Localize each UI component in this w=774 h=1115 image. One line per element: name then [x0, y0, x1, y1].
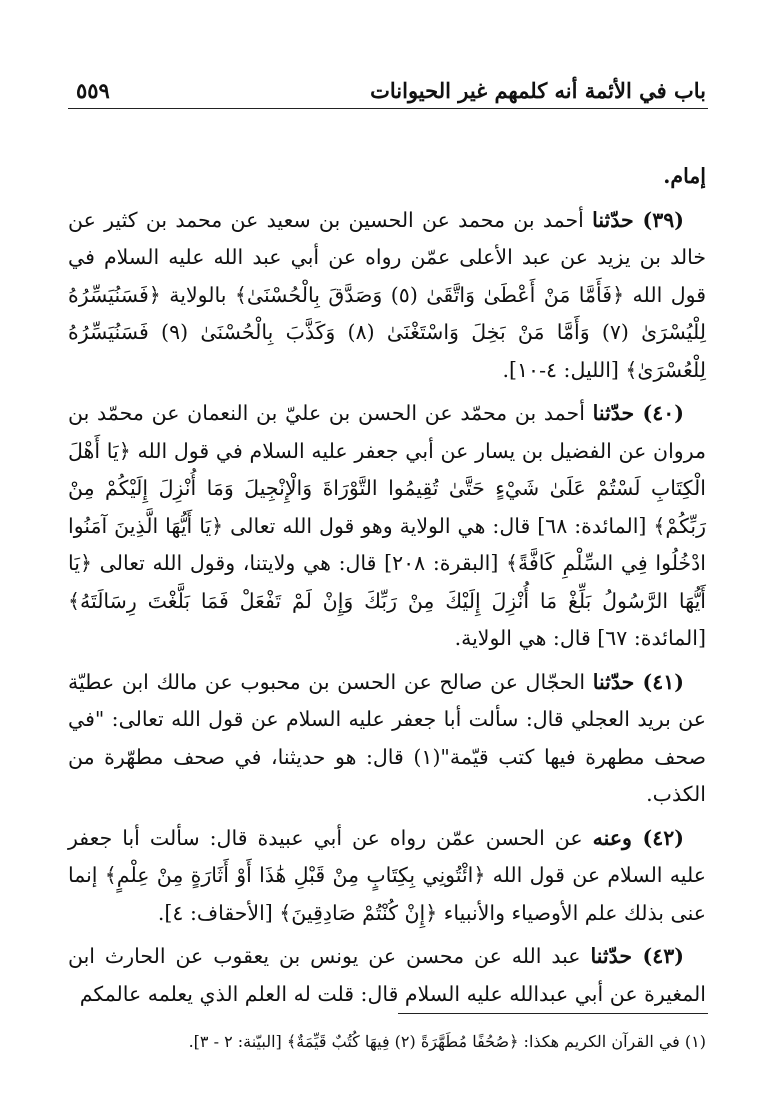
footnote: (١) في القرآن الكريم هكذا: ﴿صُحُفًا مُطَهَّرَةً (٢) فِيهَا كُتُبٌ قَيِّمَةٌ﴾ [البيّنة: ٢ - ٣]. — [188, 1032, 706, 1051]
hadith-text: عبد الله عن محسن عن يونس بن يعقوب عن الحارث ابن المغيرة عن أبي عبدالله عليه السلام قال: قلت له العلم الذي يعلمه عالمكم — [68, 944, 706, 1006]
hadith-42 — [68, 820, 706, 933]
hadith-text: عن الحسن عمّن رواه عن أبي عبيدة قال: سألت أبا جعفر عليه السلام عن قول الله ﴿ائْتُونِي بِكِتَابٍ مِنْ قَبْلِ هَٰذَا أَوْ أَثَارَةٍ مِنْ عِلْمٍ﴾ إنما عنى بذلك علم الأوصياء والأنبياء ﴿إِنْ كُنْتُمْ صَادِقِينَ﴾ [الأحقاف: ٤]. — [68, 825, 706, 925]
running-header-title: باب في الأئمة أنه كلمهم غير الحيوانات — [370, 78, 706, 103]
hadith-41 — [68, 664, 706, 814]
main-text — [68, 158, 706, 1019]
page-number: ٥٥٩ — [76, 78, 110, 103]
hadith-number: (٤٣) حدّثنا — [590, 944, 684, 968]
hadith-43 — [68, 938, 706, 1013]
hadith-text: أحمد بن محمّد عن الحسن بن عليّ بن النعمان عن محمّد بن مروان عن الفضيل بن يسار عن أبي جعفر عليه السلام في قول الله ﴿يَا أَهْلَ الْكِتَابِ لَسْتُمْ عَلَىٰ شَيْءٍ حَتَّىٰ تُقِيمُوا التَّوْرَاةَ وَالْإِنْجِيلَ وَمَا أُنْزِلَ إِلَيْكُمْ مِنْ رَبِّكُمْ﴾ [المائدة: ٦٨] قال: هي الولاية وهو قول الله تعالى ﴿يَا أَيُّهَا الَّذِينَ آمَنُوا ادْخُلُوا فِي السِّلْمِ كَافَّةً﴾ [البقرة: ٢٠٨] قال: هي ولايتنا، وقول الله تعالى ﴿يَا أَيُّهَا الرَّسُولُ بَلِّغْ مَا أُنْزِلَ إِلَيْكَ مِنْ رَبِّكَ وَإِنْ لَمْ تَفْعَلْ فَمَا بَلَّغْتَ رِسَالَتَهُ﴾ [المائدة: ٦٧] قال: هي الولاية. — [68, 401, 706, 650]
hadith-number: (٤١) حدّثنا — [592, 669, 684, 694]
header-divider — [68, 108, 708, 109]
footnote-divider — [398, 1013, 708, 1014]
hadith-text: أحمد بن محمد عن الحسين بن سعيد عن محمد بن كثير عن خالد بن يزيد عن عبد الأعلى عمّن رواه عن أبي عبد الله عليه السلام في قول الله ﴿فَأَمَّا مَنْ أَعْطَىٰ وَاتَّقَىٰ (٥) وَصَدَّقَ بِالْحُسْنَىٰ﴾ بالولاية ﴿فَسَنُيَسِّرُهُ لِلْيُسْرَىٰ (٧) وَأَمَّا مَنْ بَخِلَ وَاسْتَغْنَىٰ (٨) وَكَذَّبَ بِالْحُسْنَىٰ (٩) فَسَنُيَسِّرُهُ لِلْعُسْرَىٰ﴾ [الليل: ٤-١٠]. — [68, 207, 707, 382]
hadith-number: (٣٩) حدّثنا — [592, 207, 684, 232]
paragraph-0 — [68, 158, 706, 196]
hadith-number: (٤٠) حدّثنا — [592, 401, 684, 425]
hadith-text: الحجّال عن صالح عن الحسن بن محبوب عن مالك ابن عطيّة عن بريد العجلي قال: سألت أبا جعفر عليه السلام عن قول الله تعالى: "في صحف مطهرة فيها كتب قيّمة"(١) قال: هو حديثنا، في صحف مطهّرة من الكذب. — [68, 669, 706, 806]
hadith-40 — [68, 395, 706, 658]
hadith-number: (٤٢) وعنه — [592, 825, 684, 850]
paragraph-text: إمام. — [663, 164, 706, 188]
hadith-39 — [68, 202, 706, 390]
